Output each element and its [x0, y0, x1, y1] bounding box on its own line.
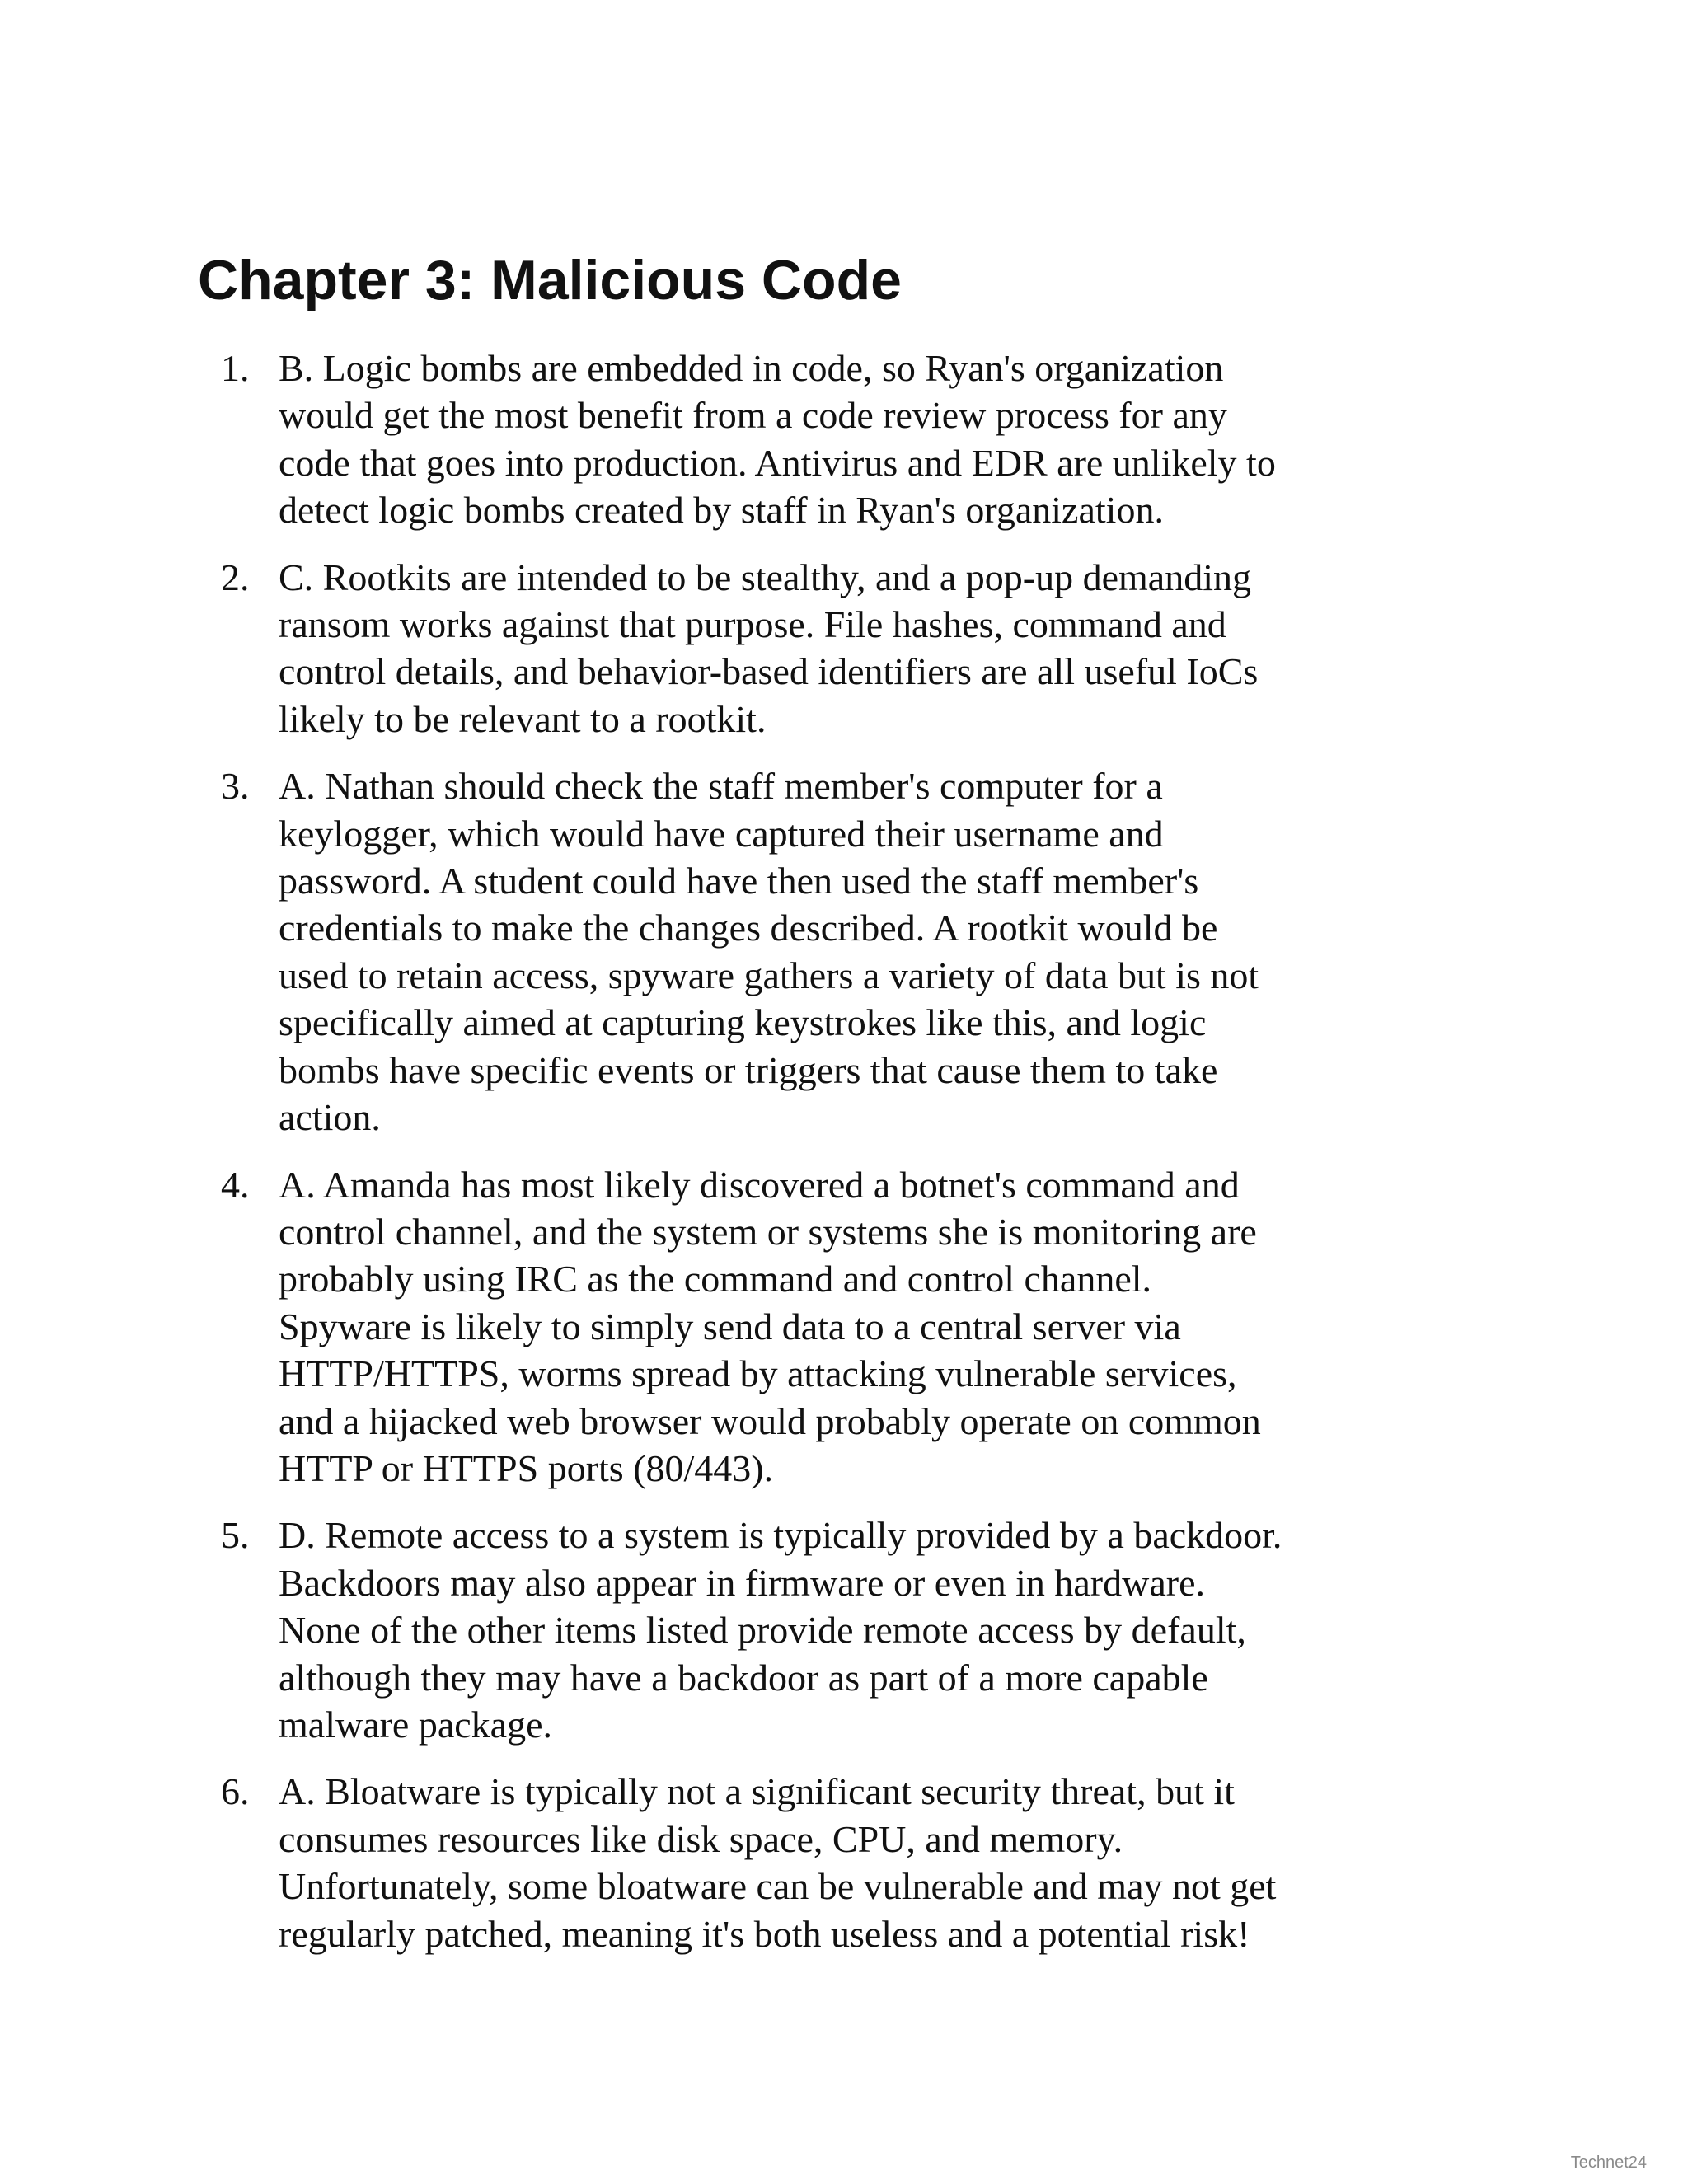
answer-number: 3.: [221, 765, 250, 808]
answer-text: [279, 554, 1490, 743]
answer-line: detect logic bombs created by staff in Ryan's organization.: [279, 489, 1164, 532]
answer-line: Spyware is likely to simply send data to a central server via: [279, 1305, 1181, 1347]
answer-line: D. Remote access to a system is typically provided by a backdoor.: [279, 1514, 1282, 1557]
answer-number: 5.: [221, 1514, 250, 1557]
answer-line: and a hijacked web browser would probably operate on common: [279, 1399, 1261, 1442]
answer-line: would get the most benefit from a code review process for any: [279, 394, 1227, 437]
answer-text: [279, 762, 1490, 1141]
answer-line: malware package.: [279, 1703, 553, 1746]
answer-line: credentials to make the changes described. A rootkit would be: [279, 907, 1218, 949]
answer-list: [0, 344, 1688, 1977]
answer-text: [279, 1768, 1490, 1957]
answer-line: Backdoors may also appear in firmware or even in hardware.: [279, 1561, 1205, 1604]
answer-item-4: [0, 1161, 1688, 1493]
answer-number: 6.: [221, 1770, 250, 1813]
answer-text: [279, 1511, 1490, 1748]
answer-line: keylogger, which would have captured their username and: [279, 812, 1164, 855]
answer-item-5: [0, 1511, 1688, 1748]
answer-item-6: [0, 1768, 1688, 1957]
chapter-title: Chapter 3: Malicious Code: [198, 249, 902, 312]
answer-line: action.: [279, 1096, 381, 1139]
answer-line: control channel, and the system or systems she is monitoring are: [279, 1210, 1257, 1253]
answer-line: HTTP or HTTPS ports (80/443).: [279, 1446, 774, 1489]
answer-line: A. Amanda has most likely discovered a botnet's command and: [279, 1163, 1240, 1206]
answer-line: probably using IRC as the command and control channel.: [279, 1258, 1152, 1301]
answer-line: A. Nathan should check the staff member's computer for a: [279, 765, 1163, 808]
answer-item-2: [0, 554, 1688, 743]
answer-number: 2.: [221, 555, 250, 598]
answer-line: used to retain access, spyware gathers a variety of data but is not: [279, 954, 1259, 996]
answer-text: [279, 344, 1490, 534]
answer-line: regularly patched, meaning it's both useless and a potential risk!: [279, 1912, 1250, 1955]
answer-line: C. Rootkits are intended to be stealthy, and a pop-up demanding: [279, 555, 1251, 598]
answer-item-3: [0, 762, 1688, 1141]
answer-line: likely to be relevant to a rootkit.: [279, 697, 767, 740]
answer-line: control details, and behavior-based identifiers are all useful IoCs: [279, 650, 1259, 693]
answer-item-1: [0, 344, 1688, 534]
answer-line: B. Logic bombs are embedded in code, so Ryan's organization: [279, 347, 1224, 389]
answer-line: Unfortunately, some bloatware can be vulnerable and may not get: [279, 1865, 1277, 1908]
answer-line: bombs have specific events or triggers that cause them to take: [279, 1048, 1218, 1091]
answer-line: password. A student could have then used the staff member's: [279, 860, 1199, 902]
answer-line: ransom works against that purpose. File hashes, command and: [279, 603, 1226, 646]
answer-line: although they may have a backdoor as part of a more capable: [279, 1656, 1208, 1699]
answer-line: A. Bloatware is typically not a significant security threat, but it: [279, 1770, 1235, 1813]
answer-line: HTTP/HTTPS, worms spread by attacking vulnerable services,: [279, 1352, 1237, 1395]
answer-number: 4.: [221, 1163, 250, 1206]
answer-text: [279, 1161, 1490, 1493]
answer-line: None of the other items listed provide remote access by default,: [279, 1609, 1246, 1652]
watermark-text: Technet24: [1570, 2154, 1647, 2172]
answer-line: consumes resources like disk space, CPU, and memory.: [279, 1817, 1123, 1860]
answer-number: 1.: [221, 347, 250, 389]
answer-line: code that goes into production. Antivirus and EDR are unlikely to: [279, 441, 1276, 484]
answer-line: specifically aimed at capturing keystrokes like this, and logic: [279, 1001, 1207, 1044]
